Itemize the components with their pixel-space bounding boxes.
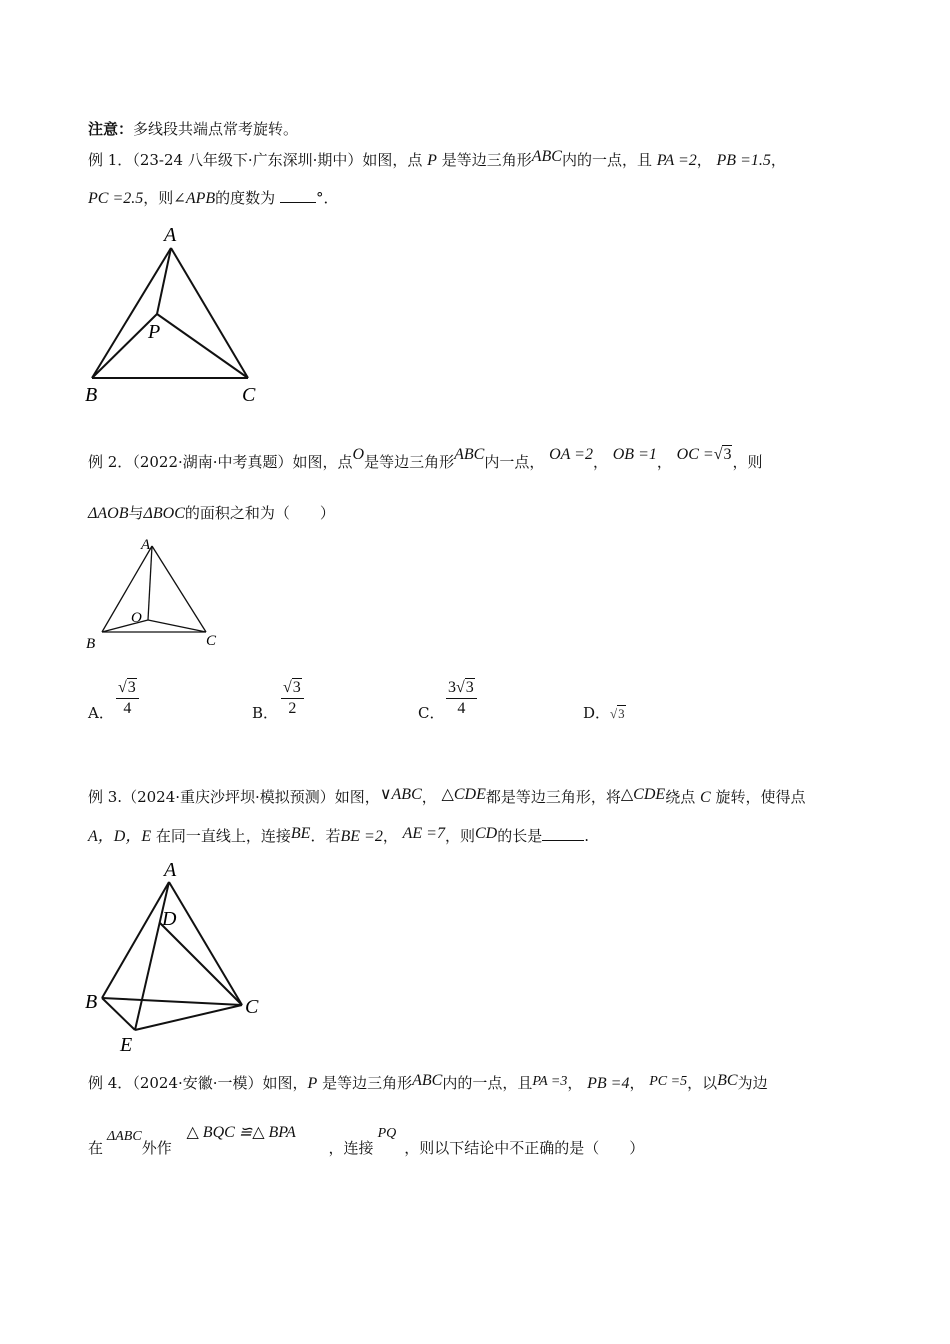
frac-den: 4 bbox=[123, 700, 132, 717]
ex3-text: 的长是 bbox=[497, 827, 543, 845]
ex3-text: 都是等边三角形，将 bbox=[485, 788, 621, 806]
ex2-label-b: B bbox=[86, 636, 96, 652]
ex2-oa: OA =2 bbox=[549, 446, 593, 463]
ex3-label-e: E bbox=[120, 1034, 133, 1056]
ex2-label-o: O bbox=[131, 610, 142, 626]
ex1-pa: PA =2 bbox=[656, 152, 697, 169]
ex3-text: ，则 bbox=[444, 827, 475, 845]
ex2-point-o: O bbox=[352, 446, 365, 463]
ex2-text: 与 bbox=[128, 504, 144, 522]
ex2-option-c-value bbox=[446, 678, 477, 719]
ex2-aob: ΔAOB bbox=[88, 505, 129, 522]
ex2-ob: OB =1 bbox=[612, 446, 657, 463]
sqrt-icon: √3 bbox=[283, 679, 301, 696]
sqrt-icon: √3 bbox=[713, 446, 732, 463]
ex4-congruence: △ BQC ≌△ BPA bbox=[186, 1124, 296, 1141]
ex4-pq: PQ bbox=[377, 1126, 397, 1141]
ex2-option-b[interactable] bbox=[252, 702, 278, 723]
ex4-abc-tri: ΔABC bbox=[107, 1129, 142, 1144]
ex3-figure bbox=[80, 855, 280, 1060]
frac-radicand: 3 bbox=[465, 679, 474, 696]
ex2-source: （2022·湖南·中考真题）如图，点 bbox=[132, 453, 353, 471]
ex1-text: 的度数为 bbox=[215, 189, 276, 207]
ex2-text: 是等边三角形 bbox=[364, 453, 455, 471]
ex4-bc: BC bbox=[717, 1072, 738, 1089]
ex3-prefix: 例 3. bbox=[88, 788, 123, 806]
ex1-label-a: A bbox=[164, 224, 177, 246]
ex3-line1 bbox=[88, 787, 805, 808]
ex4-line1: 例 4．（2024·安徽·一模）如图，P 是等边三角形ABC内的一点，且PA =3， PB =4， PC =5，以BC为边 bbox=[88, 1072, 768, 1092]
ex3-label-a: A bbox=[164, 859, 177, 881]
ex4-point-p: P bbox=[307, 1075, 318, 1092]
frac-radicand: 3 bbox=[292, 679, 301, 696]
ex4-text: 内的一点，且 bbox=[442, 1074, 533, 1092]
ex3-text: ， bbox=[421, 788, 437, 806]
ex4-line2 bbox=[88, 1124, 645, 1160]
ex3-text: 在同一直线上，连接 bbox=[155, 827, 291, 845]
ex4-source: （2024·安徽·一模）如图， bbox=[132, 1074, 308, 1092]
ex2-option-c[interactable] bbox=[418, 702, 444, 723]
ex2-option-a[interactable] bbox=[88, 702, 114, 723]
frac-radicand: 3 bbox=[127, 679, 136, 696]
ex3-be: BE bbox=[290, 825, 311, 842]
ex2-text: ，则 bbox=[732, 453, 763, 471]
option-radicand: 3 bbox=[618, 706, 625, 721]
ex2-line2 bbox=[88, 503, 335, 524]
option-letter: D． bbox=[583, 704, 611, 722]
ex2-oc-radicand: 3 bbox=[723, 446, 732, 463]
note-line bbox=[88, 119, 298, 139]
ex2-prefix: 例 2． bbox=[88, 453, 133, 471]
ex1-line1: 例 1．（23-24 八年级下·广东深圳·期中）如图，点 P 是等边三角形ABC内的一点，且 PA =2， PB =1.5， bbox=[88, 148, 786, 169]
ex1-text: 内的一点，且 bbox=[561, 151, 652, 169]
ex3-be-eq: BE =2 bbox=[340, 828, 383, 845]
option-letter: B． bbox=[252, 704, 279, 722]
ex3-text: 旋转，使得点 bbox=[715, 788, 806, 806]
ex1-prefix: 例 1． bbox=[88, 151, 133, 169]
ex4-text: 在 bbox=[88, 1139, 104, 1157]
ex2-option-d[interactable] bbox=[583, 702, 626, 723]
ex3-label-c: C bbox=[245, 996, 259, 1018]
ex2-label-c: C bbox=[206, 633, 217, 649]
ex3-points-ade: A，D，E bbox=[88, 828, 152, 845]
ex4-text: ，以 bbox=[687, 1074, 718, 1092]
ex2-oc: OC = bbox=[676, 446, 714, 463]
ex3-cde: △CDE bbox=[620, 786, 666, 803]
ex2-option-b-value bbox=[281, 678, 304, 719]
ex2-line1: 例 2．（2022·湖南·中考真题）如图，点O是等边三角形ABC内一点， OA =2， OB =1， OC =√3，则 bbox=[88, 446, 763, 471]
ex1-label-p: P bbox=[148, 321, 161, 343]
ex1-text: ，则∠ bbox=[143, 189, 186, 207]
ex3-ae-eq: AE =7 bbox=[402, 825, 445, 842]
sqrt-icon: √3 bbox=[118, 679, 136, 696]
ex4-pc: PC =5 bbox=[649, 1074, 688, 1089]
ex4-pa: PA =3 bbox=[532, 1074, 568, 1089]
ex3-label-d: D bbox=[162, 908, 177, 930]
ex2-label-a: A bbox=[141, 537, 151, 553]
ex4-text: ，则以下结论中不正确的是（ ） bbox=[404, 1139, 645, 1157]
ex3-text: ．若 bbox=[310, 827, 341, 845]
option-letter: A． bbox=[88, 704, 114, 722]
frac-coef: 3 bbox=[448, 679, 456, 696]
sqrt-icon: √3 bbox=[456, 679, 474, 696]
ex3-cde: △CDE bbox=[441, 786, 486, 803]
ex1-degree: °． bbox=[315, 189, 339, 207]
ex3-answer-blank bbox=[542, 826, 584, 841]
ex3-text: . bbox=[584, 827, 589, 845]
ex1-apb: APB bbox=[185, 190, 216, 207]
ex3-text: 绕点 bbox=[665, 788, 696, 806]
ex4-text: 外作 bbox=[141, 1139, 172, 1157]
note-text: 多线段共端点常考旋转。 bbox=[133, 120, 299, 138]
ex2-text: 的面积之和为（ ） bbox=[184, 504, 335, 522]
ex4-text: 为边 bbox=[737, 1074, 768, 1092]
ex1-pc: PC =2.5 bbox=[88, 190, 144, 207]
ex4-prefix: 例 4． bbox=[88, 1074, 133, 1092]
frac-den: 2 bbox=[288, 700, 297, 717]
ex4-text: ，连接 bbox=[328, 1139, 374, 1157]
ex3-label-b: B bbox=[85, 991, 98, 1013]
frac-den: 4 bbox=[457, 700, 466, 717]
ex2-figure bbox=[82, 532, 232, 657]
ex1-text: 是等边三角形 bbox=[441, 151, 532, 169]
ex2-boc: ΔBOC bbox=[143, 505, 185, 522]
ex3-point-c: C bbox=[699, 789, 711, 806]
ex3-cd: CD bbox=[474, 825, 498, 842]
ex1-point-p: P bbox=[427, 152, 437, 169]
ex1-pb: PB =1.5 bbox=[716, 152, 771, 169]
ex3-abc: ∨ABC bbox=[379, 786, 422, 803]
sqrt-icon: √3 bbox=[610, 706, 625, 721]
ex1-answer-blank bbox=[280, 188, 316, 203]
ex1-abc: ABC bbox=[531, 148, 562, 165]
ex1-source: （23-24 八年级下·广东深圳·期中）如图，点 bbox=[132, 151, 423, 169]
ex2-abc: ABC bbox=[454, 446, 485, 463]
ex2-option-a-value bbox=[116, 678, 139, 719]
ex4-text: 是等边三角形 bbox=[322, 1074, 413, 1092]
ex4-pb: PB =4 bbox=[587, 1075, 630, 1092]
ex1-figure bbox=[80, 220, 270, 410]
ex3-line2: A，D，E 在同一直线上，连接BE．若BE =2， AE =7，则CD的长是 . bbox=[88, 825, 589, 845]
ex1-line2 bbox=[88, 188, 338, 209]
note-label: 注意： bbox=[88, 120, 134, 138]
ex2-text: 内一点， bbox=[484, 453, 545, 471]
ex1-label-b: B bbox=[85, 384, 98, 406]
ex3-source: （2024·重庆沙坪坝·模拟预测）如图， bbox=[122, 788, 380, 806]
option-letter: C． bbox=[418, 704, 445, 722]
ex1-label-c: C bbox=[242, 384, 256, 406]
ex4-abc: ABC bbox=[412, 1072, 443, 1089]
